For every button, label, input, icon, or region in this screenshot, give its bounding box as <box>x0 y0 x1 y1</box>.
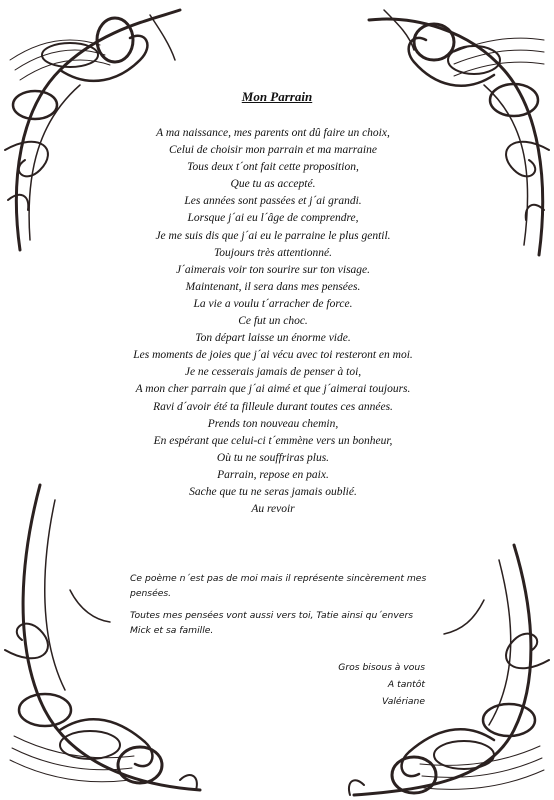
note-paragraph: Ce poème n´est pas de moi mais il représente sincèrement mes pensées. <box>130 573 427 599</box>
poem-line: La vie a voulu t´arracher de force. <box>193 297 353 310</box>
signature-line: Gros bisous à vous <box>338 662 425 673</box>
poem-line: Toujours très attentionné. <box>213 246 333 259</box>
poem-line: Maintenant, il sera dans mes pensées. <box>185 280 361 293</box>
poem-line: Les années sont passées et j´ai grandi. <box>184 195 362 208</box>
poem-line: En espérant que celui-ci t´emmène vers un bonheur, <box>153 434 393 447</box>
poem-line: Où tu ne souffriras plus. <box>216 451 330 464</box>
poem-line: J´aimerais voir ton sourire sur ton visage. <box>175 263 371 276</box>
poem-line: Ton départ laisse un énorme vide. <box>195 332 351 345</box>
poem-line: Lorsque j´ai eu l´âge de comprendre, <box>187 212 359 225</box>
poem-line: Au revoir <box>251 503 295 516</box>
signature-name: Valériane <box>382 696 425 707</box>
poem-line: Tous deux t´ont fait cette proposition, <box>187 161 359 174</box>
poem-line: Les moments de joies que j´ai vécu avec toi resteront en moi. <box>133 349 413 362</box>
poem-line: Celui de choisir mon parrain et ma marraine <box>169 144 377 157</box>
poem-body <box>120 125 426 518</box>
poem-line: A ma naissance, mes parents ont dû faire un choix, <box>156 127 390 139</box>
poem-line: Ce fut un choc. <box>238 315 308 328</box>
poem-line: Je me suis dis que j´ai eu le parraine le plus gentil. <box>155 229 391 242</box>
poem-line: Sache que tu ne seras jamais oublié. <box>189 485 357 498</box>
poem-line: A mon cher parrain que j´ai aimé et que j´aimerai toujours. <box>135 383 411 396</box>
signature-line: A tantôt <box>387 679 425 690</box>
poem-line: Je ne cesserais jamais de penser à toi, <box>184 366 362 379</box>
poem-line: Que tu as accepté. <box>230 178 316 191</box>
poem-line: Prends ton nouveau chemin, <box>207 417 339 430</box>
note-paragraph: Toutes mes pensées vont aussi vers toi, Tatie ainsi qu´envers Mick et sa famille. <box>130 610 414 636</box>
closing-note <box>130 572 430 646</box>
poem-line: Parrain, repose en paix. <box>217 468 329 481</box>
poem-title: Mon Parrain <box>241 89 313 104</box>
signature-block <box>300 659 425 710</box>
poem-line: Ravi d´avoir été ta filleule durant toutes ces années. <box>153 400 393 413</box>
